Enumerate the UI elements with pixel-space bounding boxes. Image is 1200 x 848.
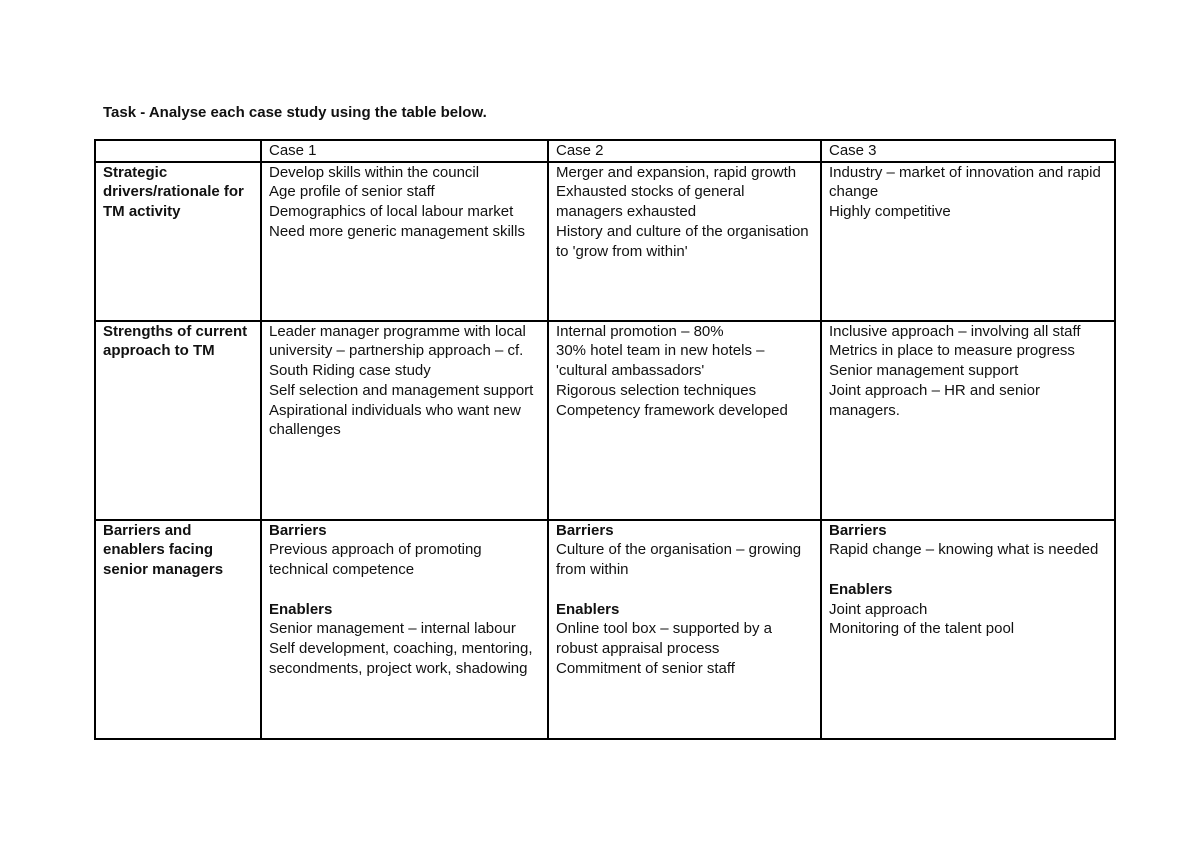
row-label-strengths: Strengths of current approach to TM: [95, 321, 261, 520]
table-row: [95, 321, 1115, 520]
table-row: [95, 162, 1115, 321]
enablers-title: Enablers: [269, 600, 333, 618]
cell-case-3: [821, 321, 1115, 520]
enablers-title: Enablers: [556, 600, 620, 618]
cell-line: Monitoring of the talent pool: [829, 620, 1015, 638]
cell-line: Exhausted stocks of general managers exhausted: [556, 183, 745, 221]
cell-line: Need more generic management skills: [269, 222, 525, 240]
cell-line: Rigorous selection techniques: [556, 381, 757, 399]
cell-line: Highly competitive: [829, 203, 951, 221]
cell-line: Senior management – internal labour: [269, 620, 516, 638]
cell-case-1: [261, 321, 548, 520]
barriers-title: Barriers: [556, 521, 614, 539]
barriers-title: Barriers: [269, 521, 327, 539]
cell-line: Previous approach of promoting technical competence: [269, 541, 482, 579]
header-cell-case-3: Case 3: [821, 140, 1115, 162]
cell-line: Competency framework developed: [556, 401, 788, 419]
cell-line: Aspirational individuals who want new challenges: [269, 401, 521, 439]
cell-line: 30% hotel team in new hotels – 'cultural ambassadors': [556, 342, 765, 380]
cell-line: Metrics in place to measure progress: [829, 342, 1075, 360]
cell-line: Joint approach – HR and senior managers.: [829, 381, 1040, 419]
header-cell-case-1: Case 1: [261, 140, 548, 162]
cell-case-2: [548, 162, 821, 321]
cell-case-3: [821, 162, 1115, 321]
cell-line: Leader manager programme with local university – partnership approach – cf. South Riding case study: [269, 322, 526, 380]
cell-line: Inclusive approach – involving all staff: [829, 322, 1081, 340]
cell-line: Industry – market of innovation and rapid change: [829, 163, 1101, 201]
cell-line: History and culture of the organisation to 'grow from within': [556, 222, 809, 260]
cell-line: Rapid change – knowing what is needed: [829, 541, 1099, 559]
cell-case-2: [548, 520, 821, 739]
cell-line: Age profile of senior staff: [269, 183, 435, 201]
cell-line: Self selection and management support: [269, 381, 534, 399]
table-header-row: [95, 140, 1115, 162]
cell-line: Senior management support: [829, 362, 1019, 380]
cell-line: Merger and expansion, rapid growth: [556, 163, 797, 181]
cell-case-1: [261, 520, 548, 739]
cell-line: Develop skills within the council: [269, 163, 480, 181]
barriers-title: Barriers: [829, 521, 887, 539]
header-cell-empty: [95, 140, 261, 162]
spacer: [269, 580, 542, 600]
spacer: [556, 580, 815, 600]
cell-line: Joint approach: [829, 600, 928, 618]
row-label-barriers-enablers: Barriers and enablers facing senior managers: [95, 520, 261, 739]
cell-line: Internal promotion – 80%: [556, 322, 724, 340]
cell-case-3: [821, 520, 1115, 739]
cell-case-2: [548, 321, 821, 520]
cell-line: Demographics of local labour market: [269, 203, 514, 221]
case-study-table: [94, 139, 1116, 740]
cell-case-1: [261, 162, 548, 321]
cell-line: Culture of the organisation – growing from within: [556, 541, 802, 579]
row-label-strategic-drivers: Strategic drivers/rationale for TM activity: [95, 162, 261, 321]
spacer: [829, 560, 1109, 580]
header-cell-case-2: Case 2: [548, 140, 821, 162]
table-row: [95, 520, 1115, 739]
enablers-title: Enablers: [829, 580, 893, 598]
page-title: Task - Analyse each case study using the table below.: [103, 104, 487, 121]
cell-line: Commitment of senior staff: [556, 659, 735, 677]
cell-line: Self development, coaching, mentoring, secondments, project work, shadowing: [269, 639, 533, 677]
cell-line: Online tool box – supported by a robust appraisal process: [556, 620, 772, 657]
